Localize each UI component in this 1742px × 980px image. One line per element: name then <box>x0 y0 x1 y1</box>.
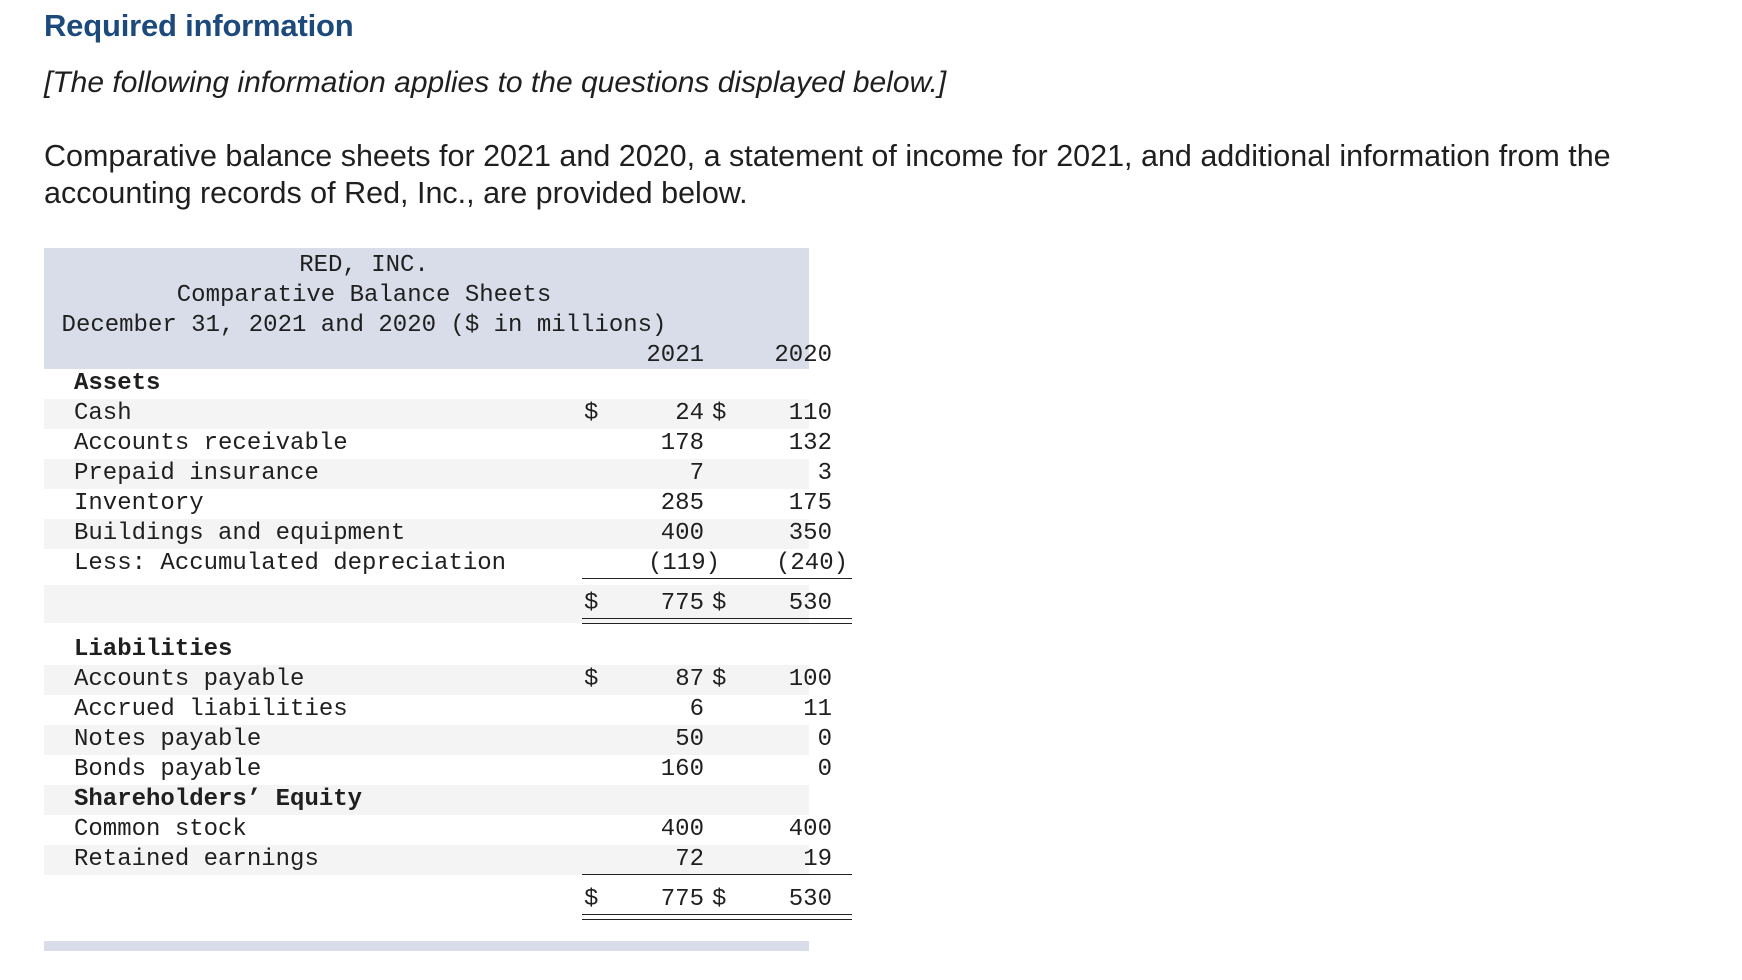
amount-value: 175 <box>788 490 832 517</box>
statement-footer-bar <box>44 941 809 951</box>
amount-value: 6 <box>689 696 704 723</box>
row-label: Common stock <box>74 816 247 843</box>
row-label: Retained earnings <box>74 846 319 873</box>
row-label: Buildings and equipment <box>74 520 406 547</box>
row-label: Notes payable <box>74 726 262 753</box>
amount-cell <box>576 489 724 519</box>
statement-title: Comparative Balance Sheets <box>176 282 552 309</box>
column-header-2020: 2020 <box>774 342 832 369</box>
amount-cell <box>704 429 852 459</box>
section-heading: Liabilities <box>74 636 233 663</box>
amount-value: (240) <box>775 550 848 577</box>
company-name: RED, INC. <box>299 252 429 279</box>
amount-value: 400 <box>660 816 704 843</box>
currency-symbol: $ <box>712 666 727 693</box>
amount-value: 50 <box>675 726 704 753</box>
amount-value: 110 <box>788 400 832 427</box>
amount-cell <box>704 549 852 579</box>
amount-value: 160 <box>660 756 704 783</box>
table-row <box>44 665 832 695</box>
amount-cell <box>704 585 852 623</box>
currency-symbol: $ <box>712 590 727 617</box>
amount-cell <box>576 429 724 459</box>
currency-symbol: $ <box>712 886 727 913</box>
total-row <box>44 881 832 919</box>
amount-value: 0 <box>817 726 832 753</box>
section-heading: Shareholders’ Equity <box>74 786 363 813</box>
amount-cell <box>704 845 852 875</box>
balance-sheet-table <box>44 248 848 951</box>
total-row <box>44 585 832 623</box>
amount-value: 24 <box>675 400 704 427</box>
amount-cell <box>704 489 852 519</box>
amount-cell <box>704 459 852 489</box>
amount-cell <box>704 695 852 725</box>
row-label: Prepaid insurance <box>74 460 319 487</box>
amount-value: 775 <box>660 590 704 617</box>
amount-cell <box>704 725 852 755</box>
currency-symbol: $ <box>584 590 599 617</box>
amount-cell <box>576 755 724 785</box>
row-label: Cash <box>74 400 132 427</box>
amount-cell <box>576 881 727 919</box>
currency-symbol: $ <box>584 666 599 693</box>
spacer <box>44 623 809 635</box>
amount-cell <box>576 815 724 845</box>
amount-cell <box>704 519 852 549</box>
required-info-title: Required information <box>44 8 354 43</box>
table-row <box>44 429 832 459</box>
table-row <box>44 695 832 725</box>
amount-value: 7 <box>689 460 704 487</box>
amount-cell <box>576 725 724 755</box>
intro-note: [The following information applies to the questions displayed below.] <box>44 66 947 99</box>
amount-value: (119) <box>647 550 720 577</box>
currency-symbol: $ <box>584 886 599 913</box>
amount-value: 350 <box>788 520 832 547</box>
amount-cell <box>704 815 852 845</box>
row-label: Bonds payable <box>74 756 262 783</box>
section-heading: Assets <box>74 370 161 397</box>
amount-value: 0 <box>817 756 832 783</box>
amount-cell <box>576 585 727 623</box>
section-heading-row <box>44 369 809 399</box>
row-label: Less: Accumulated depreciation <box>74 550 507 577</box>
amount-value: 11 <box>803 696 832 723</box>
statement-period: December 31, 2021 and 2020 ($ in millions) <box>61 312 667 339</box>
amount-value: 400 <box>660 520 704 547</box>
table-row <box>44 459 832 489</box>
amount-cell <box>576 459 724 489</box>
row-label: Accounts receivable <box>74 430 348 457</box>
table-row <box>44 755 832 785</box>
amount-cell <box>704 881 852 919</box>
amount-value: 100 <box>788 666 832 693</box>
amount-value: 132 <box>788 430 832 457</box>
amount-cell <box>576 695 724 725</box>
amount-value: 178 <box>660 430 704 457</box>
row-label: Inventory <box>74 490 204 517</box>
amount-value: 19 <box>803 846 832 873</box>
problem-description: Comparative balance sheets for 2021 and 2020, a statement of income for 2021, and additional information from the accounting records of Red, Inc., are provided below. <box>44 139 1611 210</box>
column-header-2021: 2021 <box>646 342 704 369</box>
table-row <box>44 489 832 519</box>
amount-cell <box>704 755 852 785</box>
table-row <box>44 815 832 845</box>
table-row <box>44 549 848 579</box>
amount-value: 87 <box>675 666 704 693</box>
amount-value: 530 <box>788 886 832 913</box>
amount-cell <box>704 665 852 695</box>
amount-value: 72 <box>675 846 704 873</box>
section-heading-row <box>44 635 809 665</box>
table-row <box>44 725 832 755</box>
amount-value: 400 <box>788 816 832 843</box>
table-row <box>44 519 832 549</box>
table-row <box>44 399 832 429</box>
currency-symbol: $ <box>584 400 599 427</box>
amount-value: 285 <box>660 490 704 517</box>
amount-cell <box>576 549 724 579</box>
section-heading-row <box>44 785 809 815</box>
row-label: Accrued liabilities <box>74 696 348 723</box>
amount-cell <box>576 665 727 695</box>
amount-value: 530 <box>788 590 832 617</box>
row-label: Accounts payable <box>74 666 305 693</box>
amount-value: 775 <box>660 886 704 913</box>
table-row <box>44 845 832 875</box>
amount-cell <box>576 845 724 875</box>
currency-symbol: $ <box>712 400 727 427</box>
amount-cell <box>576 519 724 549</box>
amount-cell <box>576 399 727 429</box>
amount-cell <box>704 399 852 429</box>
amount-value: 3 <box>817 460 832 487</box>
statement-header <box>44 248 832 369</box>
